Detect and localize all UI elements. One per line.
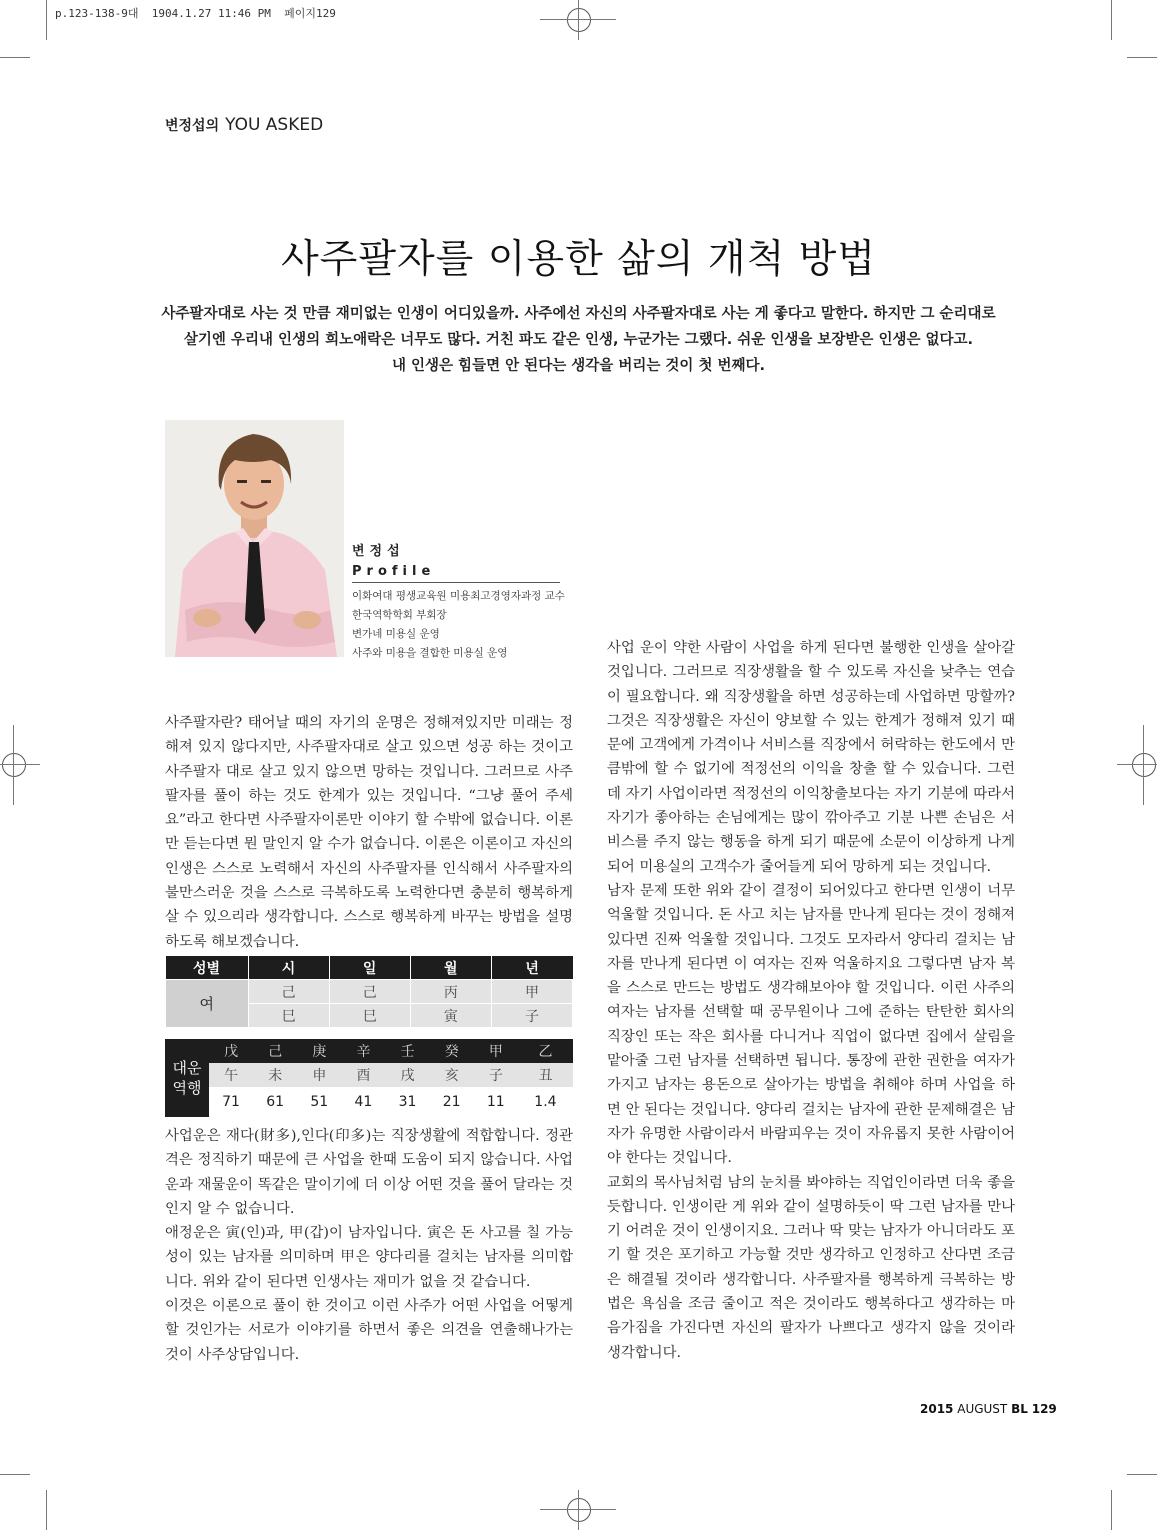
daewoon-branch: 未 [253, 1063, 297, 1087]
lede-line: 살기엔 우리내 인생의 희노애락은 너무도 많다. 거친 파도 같은 인생, 누군가는 그랬다. 쉬운 인생을 보장받은 인생은 없다고. [183, 332, 974, 348]
body-column-left-top [165, 711, 573, 954]
saju-cell: 巳 [248, 1004, 329, 1028]
profile-item: 이화여대 평생교육원 미용최고경영자과정 교수 [352, 590, 565, 602]
lede-line: 사주팔자대로 사는 것 만큼 재미없는 인생이 어디있을까. 사주에선 자신의 사주팔자대로 사는 게 좋다고 말한다. 하지만 그 순리대로 [161, 306, 996, 322]
article-lede [150, 301, 1007, 379]
saju-cell: 子 [491, 1004, 572, 1028]
saju-cell: 己 [329, 980, 410, 1004]
saju-header-row [166, 956, 573, 980]
daewoon-stem: 戊 [209, 1039, 253, 1063]
saju-cell: 丙 [410, 980, 491, 1004]
author-photo-illustration [165, 420, 344, 657]
registration-mark-icon [1132, 753, 1156, 777]
page-number: 129 [1031, 1402, 1057, 1416]
daewoon-stem: 己 [253, 1039, 297, 1063]
crop-mark [46, 0, 47, 40]
registration-line [578, 0, 579, 40]
crop-mark [1127, 1474, 1157, 1475]
crop-mark [46, 1490, 47, 1530]
registration-mark-icon [567, 8, 591, 32]
body-paragraph: 사주팔자란? 태어날 때의 자기의 운명은 정해져있지만 미래는 정해져 있지 않다지만, 사주팔자대로 살고 있으면 성공 하는 것이고 사주팔자 대로 살고 있지 않으면 망하는 것입니다. 그러므로 사주팔자를 풀이 하는 것도 한계가 있는 것입니다. “그냥 풀어 주세요”라고 한다면 사주팔자이론만 이야기 할 수밖에 없습니다. 이론만 듣는다면 뭔 말인지 알 수가 없습니다. 이론은 이론이고 자신의 인생은 스스로 노력해서 자신의 사주팔자를 인식해서 사주팔자의 불만스러운 것을 스스로 극복하도록 노력한다면 충분히 행복하게 살 수 있으리라 생각합니다. 스스로 행복하게 바꾸는 방법을 설명하도록 해보겠습니다. [165, 715, 573, 950]
body-paragraph: 사업 운이 약한 사람이 사업을 하게 된다면 불행한 인생을 살아갈 것입니다. 그러므로 직장생활을 할 수 있도록 자신을 낮추는 연습이 필요합니다. 왜 직장생활을 하면 성공하는데 사업하면 망할까? 그것은 직장생활은 자신이 양보할 수 있는 한계가 정해져 있기 때문에 고객에게 가격이나 서비스를 직장에서 허락하는 한도에서 만큼밖에 할 수 없기에 적정선의 이익을 창출 할 수 있습니다. 그런데 자기 사업이라면 적정선의 이익창출보다는 자기 기분에 따라서 자기가 좋아하는 손님에게는 많이 깎아주고 기분 나쁜 손님은 서비스를 주지 않는 행동을 하게 되기 때문에 소문이 이상하게 나게 되어 미용실의 고객수가 줄어들게 되어 망하게 되는 것입니다. [607, 640, 1015, 875]
saju-header: 년 [491, 956, 572, 980]
author-photo [165, 420, 344, 657]
body-paragraph: 남자 문제 또한 위와 같이 결정이 되어있다고 한다면 인생이 너무 억울할 것입니다. 돈 사고 치는 남자를 만나게 된다는 것이 정해져 있다면 진짜 억울할 것입니다. 그것도 모자라서 양다리 걸치는 남자를 만나게 된다면 이 여자는 진짜 억울하지요 그렇다면 남자 복을 스스로 만드는 방법도 생각해보아야 할 것입니다. 이런 사주의 여자는 남자를 선택할 때 공무원이나 그에 준하는 탄탄한 회사의 직장인 또는 작은 회사를 다니거나 직업이 없다면 집에서 살림을 맡아줄 그런 남자를 선택하면 됩니다. 통장에 관한 권한을 여자가 가지고 남자는 용돈으로 살아가는 방법을 취해야 하며 사업을 하면 안 된다는 것입니다. 양다리 걸치는 남자에 관한 문제해결은 남자가 유명한 사람이라서 바람피우는 것이 자유롭지 못한 사람이어야 한다는 것입니다. [607, 882, 1015, 1167]
crop-mark [1111, 0, 1112, 40]
crop-mark [0, 57, 30, 58]
daewoon-stem: 庚 [297, 1039, 341, 1063]
daewoon-table [165, 1039, 573, 1117]
daewoon-stem: 乙 [518, 1039, 573, 1063]
crop-mark [0, 1474, 30, 1475]
body-paragraph: 교회의 목사님처럼 남의 눈치를 봐야하는 직업인이라면 더욱 좋을 듯합니다. 인생이란 게 위와 같이 설명하듯이 딱 그런 남자를 만나기 어려운 것이 인생이지요. 그러나 딱 맞는 남자가 아니더라도 포기 할 것은 포기하고 가능할 것만 생각하고 인정하고 산다면 조금은 해결될 것이라 생각합니다. 사주팔자를 행복하게 극복하는 방법은 욕심을 조금 줄이고 적은 것이라도 행복하다고 생각하는 마음가짐을 가진다면 자신의 팔자가 나쁘다고 생각지 않을 것이라 생각합니다. [607, 1174, 1015, 1361]
daewoon-label [165, 1039, 209, 1117]
section-title: YOU ASKED [225, 115, 324, 135]
profile-heading: Profile [352, 564, 436, 579]
daewoon-stem-row [165, 1039, 573, 1063]
daewoon-age-row [165, 1087, 573, 1117]
crop-mark [1111, 1490, 1112, 1530]
registration-line [578, 1490, 579, 1530]
daewoon-branch: 丑 [518, 1063, 573, 1087]
body-column-right [607, 636, 1015, 1365]
saju-table [165, 956, 573, 1028]
saju-header: 시 [248, 956, 329, 980]
daewoon-stem: 辛 [341, 1039, 385, 1063]
section-label [165, 115, 323, 135]
footer-month: AUGUST [957, 1402, 1008, 1416]
profile-item: 변가네 미용실 운영 [352, 628, 440, 640]
daewoon-branch: 申 [297, 1063, 341, 1087]
daewoon-branch: 戌 [386, 1063, 430, 1087]
daewoon-age: 21 [430, 1087, 474, 1117]
daewoon-branch: 酉 [341, 1063, 385, 1087]
print-slug: p.123-138-9대 1904.1.27 11:46 PM 페이지129 [55, 7, 336, 20]
footer-magazine: BL [1011, 1402, 1028, 1416]
body-column-left-bottom [165, 1124, 573, 1367]
saju-row [166, 980, 573, 1004]
registration-line [1117, 764, 1157, 765]
registration-line [1143, 725, 1144, 805]
saju-cell: 巳 [329, 1004, 410, 1028]
lede-line: 내 인생은 힘들면 안 된다는 생각을 버리는 것이 첫 번째다. [391, 358, 766, 374]
daewoon-age: 1.4 [518, 1087, 573, 1117]
daewoon-stem: 壬 [386, 1039, 430, 1063]
saju-header: 일 [329, 956, 410, 980]
profile-item: 한국역학학회 부회장 [352, 609, 447, 621]
registration-line [13, 725, 14, 805]
daewoon-age: 31 [386, 1087, 430, 1117]
daewoon-stem: 癸 [430, 1039, 474, 1063]
page-footer [920, 1402, 1057, 1416]
body-paragraph: 사업운은 재다(財多),인다(印多)는 직장생활에 적합합니다. 정관격은 정직하기 때문에 큰 사업을 한때 도움이 되지 않습니다. 사업운과 재물운이 똑같은 말이기에 더 이상 어떤 것을 풀어 달라는 것인지 알 수 없습니다. [165, 1128, 573, 1217]
daewoon-age: 71 [209, 1087, 253, 1117]
daewoon-age: 51 [297, 1087, 341, 1117]
daewoon-branch: 午 [209, 1063, 253, 1087]
daewoon-label-line: 역행 [172, 1079, 202, 1097]
saju-header: 성별 [166, 956, 249, 980]
body-paragraph: 이것은 이론으로 풀이 한 것이고 이런 사주가 어떤 사업을 어떻게 할 것인가는 서로가 이야기를 하면서 좋은 의견을 연출해나가는 것이 사주상담입니다. [165, 1298, 573, 1363]
daewoon-branch: 子 [474, 1063, 518, 1087]
crop-mark [1127, 57, 1157, 58]
daewoon-age: 41 [341, 1087, 385, 1117]
daewoon-branch-row [165, 1063, 573, 1087]
registration-line [0, 764, 40, 765]
profile-item: 사주와 미용을 결합한 미용실 운영 [352, 647, 508, 659]
saju-header: 월 [410, 956, 491, 980]
footer-year: 2015 [920, 1402, 954, 1416]
registration-mark-icon [567, 1498, 591, 1522]
daewoon-age: 11 [474, 1087, 518, 1117]
section-author: 변정섭의 [165, 118, 220, 134]
saju-cell: 甲 [491, 980, 572, 1004]
profile-name: 변정섭 [352, 544, 405, 559]
daewoon-age: 61 [253, 1087, 297, 1117]
body-paragraph: 애정운은 寅(인)과, 甲(갑)이 남자입니다. 寅은 돈 사고를 칠 가능성이 있는 남자를 의미하며 甲은 양다리를 걸치는 남자를 의미합니다. 위와 같이 된다면 인생사는 재미가 없을 것 같습니다. [165, 1225, 573, 1290]
daewoon-label-line: 대운 [172, 1059, 202, 1077]
saju-cell: 寅 [410, 1004, 491, 1028]
profile-divider [352, 582, 560, 583]
saju-cell: 己 [248, 980, 329, 1004]
daewoon-branch: 亥 [430, 1063, 474, 1087]
daewoon-stem: 甲 [474, 1039, 518, 1063]
article-title: 사주팔자를 이용한 삶의 개척 방법 [280, 237, 877, 282]
registration-mark-icon [2, 753, 26, 777]
saju-sex-cell: 여 [166, 980, 249, 1028]
